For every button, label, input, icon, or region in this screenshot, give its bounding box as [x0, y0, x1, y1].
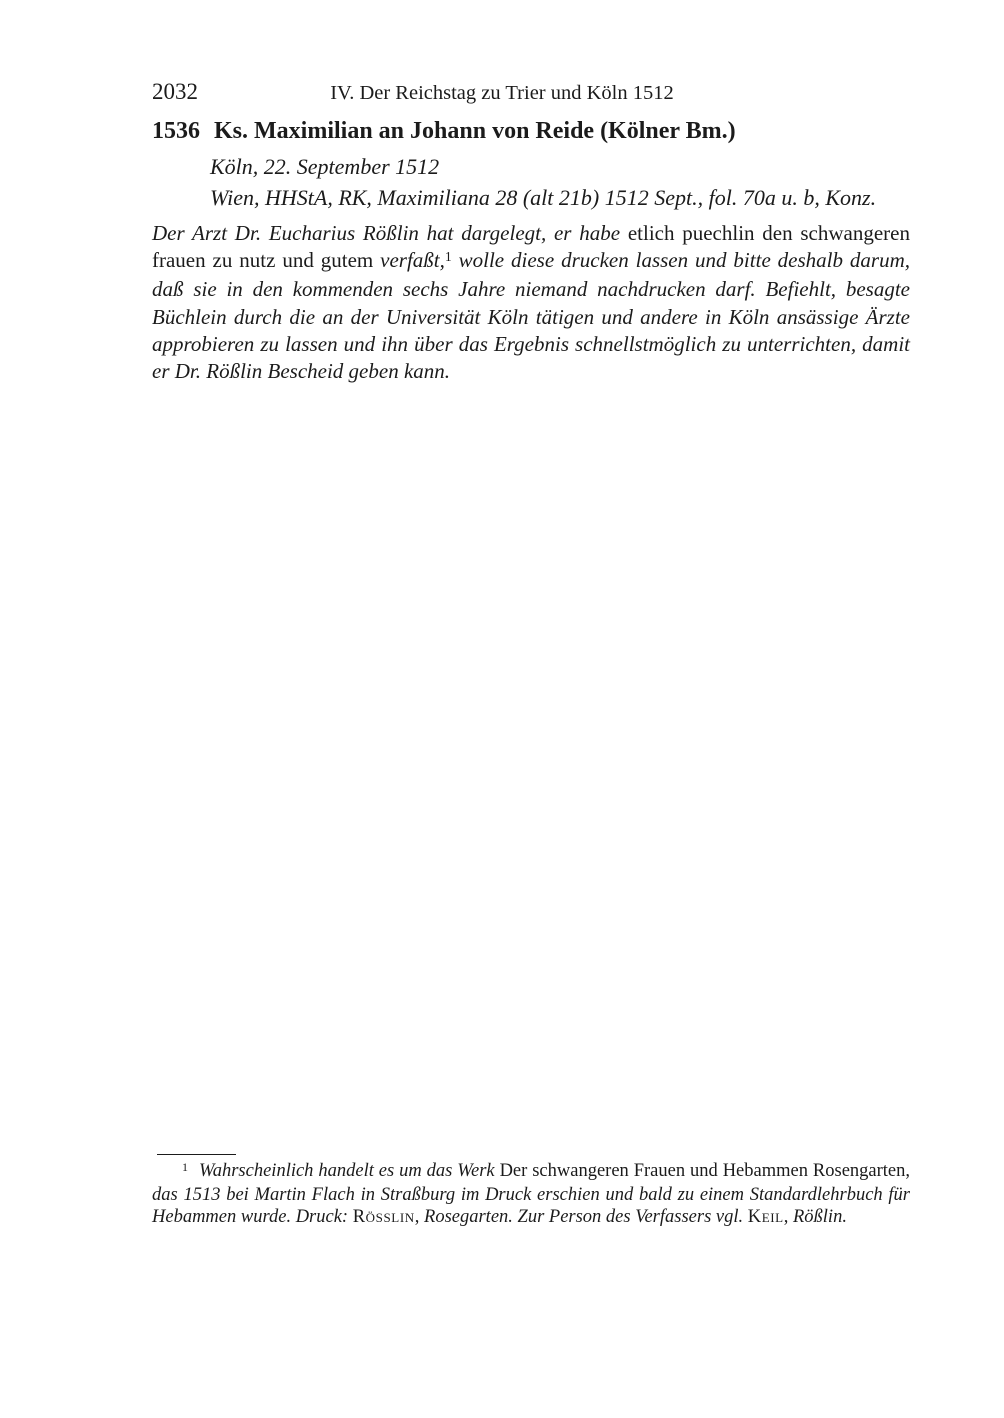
text-run-smallcaps: Keil: [747, 1207, 784, 1228]
text-run-italic: wolle diese drucken lassen und bitte deshalb darum, daß sie in den kommenden sechs Jahre niemand nachdrucken darf. Befiehlt, besagte Büchlein durch die an der Universität Köln tätigen und andere in Köln ansässige Ärzte approbieren zu lassen und ihn über das Ergebnis schnellstmöglich zu unterrichten, damit er Dr. Rößlin Bescheid geben kann.: [152, 248, 910, 384]
text-run-roman: ,: [414, 1207, 425, 1228]
text-run-italic: Rosegarten. Zur Person des Verfassers vgl.: [424, 1207, 748, 1228]
footnote-text: [152, 1160, 910, 1229]
text-run-roman: Der schwangeren Frauen und Hebammen Rosengarten,: [499, 1161, 910, 1181]
text-run-roman: etlich puechlin den schwangeren frauen zu nutz und gutem: [152, 221, 911, 273]
entry-heading: [152, 118, 910, 146]
footnote-marker: 1: [182, 1159, 189, 1174]
text-run-italic: Wahrscheinlich handelt es um das Werk: [199, 1161, 500, 1181]
text-run-italic: verfaßt,: [380, 248, 445, 273]
footnote-runs: [152, 1161, 910, 1227]
entry-dateline: Köln, 22. September 1512: [210, 154, 440, 179]
text-run-italic: Rößlin.: [792, 1207, 847, 1228]
text-run-italic: Der Arzt Dr. Eucharius Rößlin hat dargelegt, er habe: [152, 221, 628, 245]
entry-summary-paragraph: [152, 220, 910, 385]
text-run-superscript: 1: [444, 249, 452, 265]
page-number: 2032: [152, 79, 198, 104]
text-run-roman: ,: [783, 1207, 793, 1228]
entry-title: Ks. Maximilian an Johann von Reide (Kölner Bm.): [214, 118, 736, 144]
running-head: IV. Der Reichstag zu Trier und Köln 1512: [330, 82, 674, 104]
entry-archival-source: Wien, HHStA, RK, Maximiliana 28 (alt 21b) 1512 Sept., fol. 70a u. b, Konz.: [210, 185, 877, 210]
text-run-italic: das 1513 bei Martin Flach in Straßburg im Druck erschien und bald zu einem Standardlehrbuch für Hebammen wurde. Druck:: [152, 1184, 910, 1228]
footnote-block: [152, 1154, 910, 1229]
footnote-separator-rule: [157, 1154, 236, 1155]
entry-number: 1536: [152, 118, 200, 144]
text-run-smallcaps: Rösslin: [352, 1207, 415, 1228]
